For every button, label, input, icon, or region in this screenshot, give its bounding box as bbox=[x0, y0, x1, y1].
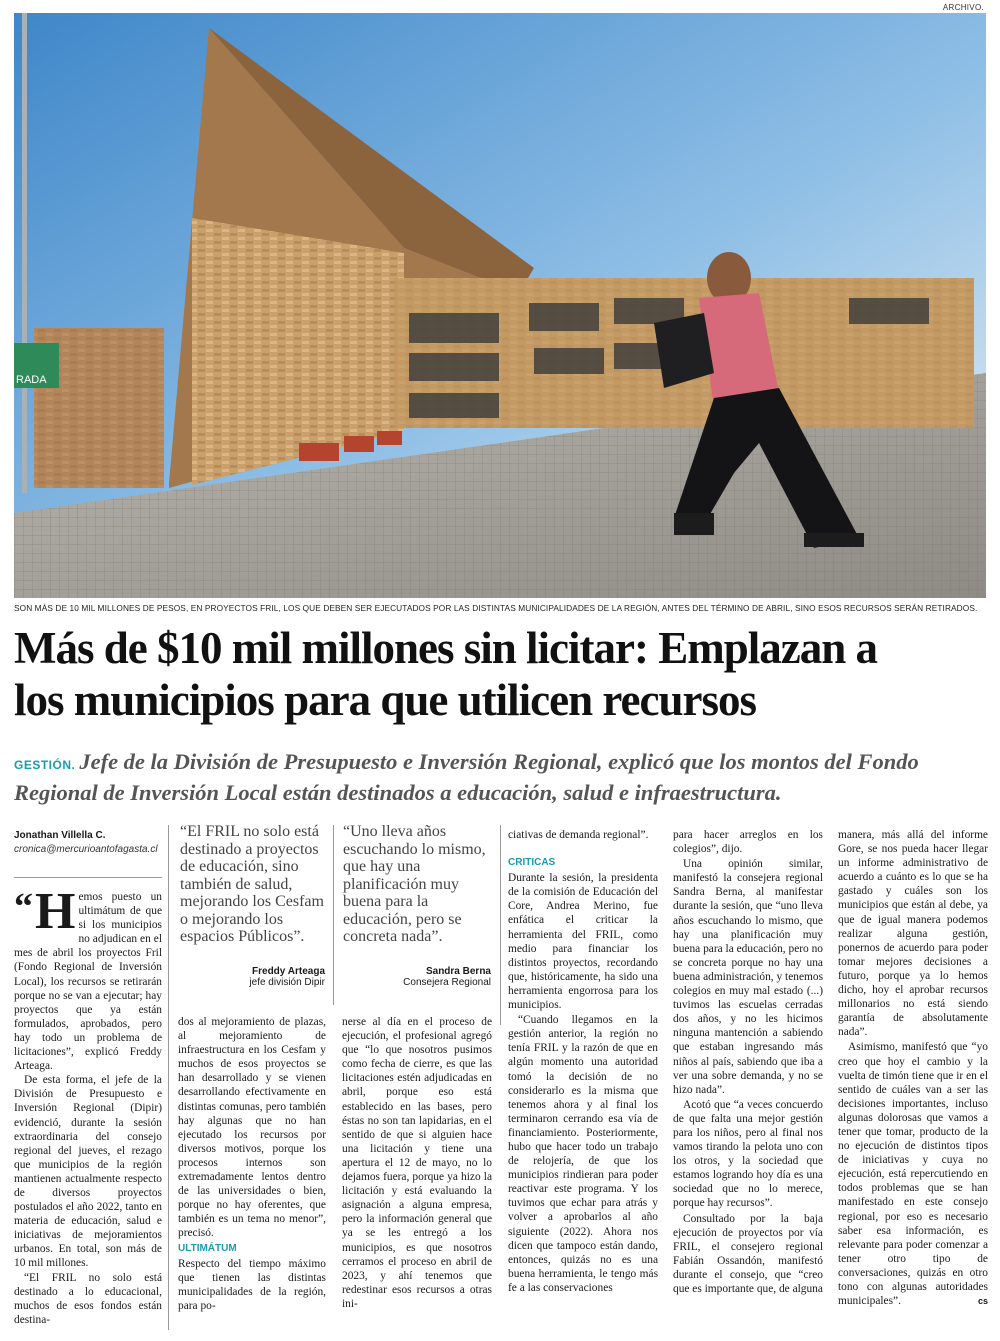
quote-author-name: Sandra Berna bbox=[425, 966, 491, 977]
sign-text: RADA bbox=[16, 374, 47, 386]
column-2 bbox=[178, 1015, 326, 1314]
quote-author-name: Freddy Arteaga bbox=[252, 966, 325, 977]
column-5 bbox=[673, 828, 823, 1297]
section-heading-criticas: CRITICAS bbox=[508, 857, 556, 869]
paragraph bbox=[838, 1040, 988, 1308]
pull-quote-berna: “Uno lleva años escuchando lo mismo, que hay una planificación muy buena para la educación, pero se concreta nada”. bbox=[343, 823, 486, 945]
column-divider bbox=[500, 825, 501, 1025]
byline bbox=[14, 830, 158, 855]
column-3 bbox=[342, 1015, 492, 1312]
column-6 bbox=[838, 828, 988, 1309]
column-4 bbox=[508, 828, 658, 1296]
quote-author-role: jefe división Dipir bbox=[249, 977, 325, 988]
paragraph: Acotó que “a veces concuerdo de que falta una mejor gestión para los niños, pero al final nos vamos tirando la pelota uno con los otros, y la sociedad que estamos logrando hoy día es una sociedad que no lo merece, porque hay recursos”. bbox=[673, 1098, 823, 1210]
author-email: cronica@mercurioantofagasta.cl bbox=[14, 844, 158, 855]
headline bbox=[14, 622, 989, 726]
quote-attribution-berna bbox=[343, 966, 491, 988]
end-mark: cs bbox=[977, 1296, 988, 1307]
lead-text: emos puesto un ultimátum de que si los municipios no adjudican en el mes de abril los proyectos Fril (Fondo Regional de Inversión Local), los recursos se retirarán porque no se van a ejecutar; hay proyectos que ya están formulados, aprobados, pero hay todo un problema de licitaciones”, explicó Freddy Arteaga. bbox=[14, 891, 162, 1073]
paragraph: Respecto del tiempo máximo que tienen las distintas municipalidades de la región, para po- bbox=[178, 1257, 326, 1312]
paragraph: “El FRIL no solo está destinado a lo educacional, muchos de esos fondos están destina- bbox=[14, 1271, 162, 1326]
paragraph: Una opinión similar, manifestó la consejera regional Sandra Berna, al manifestar durante la sesión, que “uno lleva años escuchando lo mismo, que hay una planificación muy buena para la educación, pero no se concreta porque no hay una buena administración, y tenemos colegios en muy mal estado (...) tuvimos las escuelas cerradas dos años, y no les hicimos ninguna mantención a sabiendo que estaban ingresando más niños al país, sabiendo que iba a ver una sobre demanda, y no se hizo nada”. bbox=[673, 858, 823, 1096]
quote-attribution-arteaga bbox=[180, 966, 325, 988]
dropcap: H bbox=[35, 883, 76, 940]
quote-author-role: Consejera Regional bbox=[403, 977, 491, 988]
headline-line-2: los municipios para que utilicen recursos bbox=[14, 675, 756, 725]
column-divider bbox=[333, 825, 334, 1005]
paragraph: dos al mejoramiento de plazas, al mejoramiento de infraestructura en los Cesfam y muchos de esos proyectos se han desarrollado y se vienen desarrollando efectivamente en distintas comunas, pero también hay algunas que no han ejecutado los recursos por diversos motivos, porque los procesos internos son extremadamente lentos dentro de las universidades o bien, porque no hay oferentes, que también es un tema no menor”, precisó. bbox=[178, 1016, 326, 1240]
paragraph: Consultado por la baja ejecución de proyectos por vía FRIL, el consejero regional Fabián Ossandón, manifestó durante el consejo, que “creo que es importante que, de alguna bbox=[673, 1212, 823, 1295]
paragraph: “Cuando llegamos en la gestión anterior, la región no tenía FRIL y la razón de que en algún momento una autoridad tomó la decisión de no considerarlo es la misma que tenemos ahora y al final los terminaron cerrando esa vía de financiamiento. Posteriormente, hubo que hacer todo un trabajo de relojería, de que los municipios rindieran para poder reactivar este programa. Y los tuvimos que echar para atrás y volver a aprobarlos al año siguiente (2022). Ahora nos dicen que tampoco están dando, entonces, quizás no es una buena herramienta, le tengo más fe a las conservaciones bbox=[508, 1014, 658, 1294]
paragraph: para hacer arreglos en los colegios”, dijo. bbox=[673, 829, 823, 856]
byline-divider bbox=[14, 877, 162, 878]
subhead-text: Jefe de la División de Presupuesto e Inversión Regional, explicó que los montos del Fondo Regional de Inversión Local están destinados a educación, salud e infraestructura. bbox=[14, 749, 919, 805]
quote-mark: “ bbox=[14, 886, 33, 928]
paragraph: nerse al día en el proceso de ejecución, el profesional agregó que “lo que nosotros pusimos como fecha de cierre, es que las licitaciones estén adjudicadas en abril, porque eso está establecido en las bases, pero éstas no son tan lapidarias, en el sentido de que si alguien hace una licitación y tiene una apertura el 12 de mayo, no lo dejamos fuera, porque ya hizo la licitación y está evaluando la asignación a alguna empresa, pero la información general que ya se les entregó a los municipios, es que nosotros cerramos el proceso en abril de 2023, y ahí tenemos que redestinar esos recursos a otras ini- bbox=[342, 1016, 492, 1310]
column-divider bbox=[168, 825, 169, 1330]
subheadline bbox=[14, 748, 989, 806]
paragraph: Durante la sesión, la presidenta de la comisión de Educación del Core, Andrea Merino, fue enfática el criticar la herramienta del FRIL, como medio para financiar los distintos proyectos, recordando que, históricamente, ha sido una herramienta engorrosa para los municipios. bbox=[508, 872, 658, 1012]
photo-caption: SON MÁS DE 10 MIL MILLONES DE PESOS, EN PROYECTOS FRIL, LOS QUE DEBEN SER EJECUTADOS POR LAS DISTINTAS MUNICIPALIDADES DE LA REGIÓN, ANTES DEL TÉRMINO DE ABRIL, SINO ESOS RECURSOS SERÁN RETIRADOS. bbox=[14, 603, 978, 613]
article-photo bbox=[14, 13, 986, 598]
headline-line-1: Más de $10 mil millones sin licitar: Emplazan a bbox=[14, 623, 877, 673]
paragraph: De esta forma, el jefe de la División de Presupuesto e Inversión Regional (Dipir) evidenció, durante la sesión extraordinaria del consejo regional del jueves, el rezago que municipios de la región mantienen actualmente respecto de diversos proyectos postulados el año 2022, tanto en materia de educación, salud e iniciativas de mejoramientos urbanos. En total, son más de 10 mil millones. bbox=[14, 1074, 162, 1270]
plaza-photo-illustration bbox=[14, 13, 986, 598]
paragraph-text: Asimismo, manifestó que “yo creo que hoy el cambio y la vuelta de timón tiene que ir en el sentido de cuáles van a ser las decisiones importantes, incluso algunas dolorosas que vamos a tener que tomar, producto de la no ejecución de distintos tipos de iniciativas y cuya no ejecución, está repercutiendo en todos problemas que se han manifestado en este consejo regional, por eso es necesario saber esa información, es relevante para poder comenzar a tener otro tipo de conversaciones, quizás en otro tono con algunas autoridades municipales”. bbox=[838, 1041, 988, 1308]
lead-paragraph bbox=[14, 883, 162, 1073]
section-heading-ultimatum: ULTIMÁTUM bbox=[178, 1242, 237, 1254]
paragraph: ciativas de demanda regional”. bbox=[508, 829, 649, 841]
lead-column bbox=[14, 883, 162, 1327]
author-name: Jonathan Villella C. bbox=[14, 830, 106, 841]
photo-credit: ARCHIVO. bbox=[942, 3, 984, 12]
pull-quote-arteaga: “El FRIL no solo está destinado a proyectos de educación, sino también de salud, mejorando los Cesfam o mejorando los espacios Públicos”. bbox=[180, 823, 324, 945]
subhead-tag: GESTIÓN. bbox=[14, 758, 76, 772]
paragraph: manera, más allá del informe Gore, se nos pueda hacer llegar un informe administrativo de acuerdo a cuánto es lo que se ha gastado y cuáles son los municipios que están al debe, ya que de igual manera podemos realizar alguna gestión, ponernos de acuerdo para poder tomar mejores decisiones a futuro, porque ya lo hemos dicho, hoy el aprobar recursos millonarios no está siendo garantía de absolutamente nada”. bbox=[838, 829, 988, 1039]
